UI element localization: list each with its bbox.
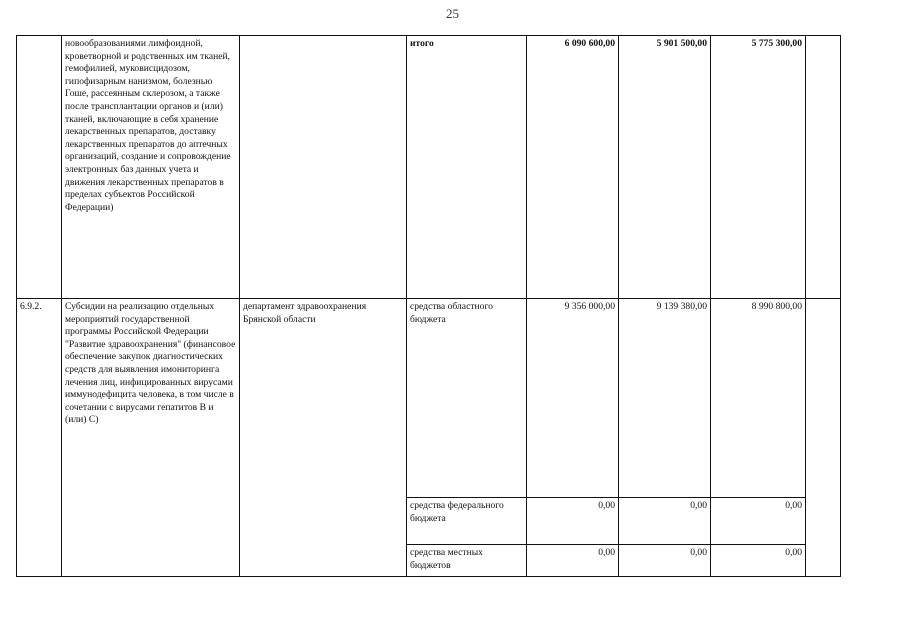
amount-year-2: 0,00 [619,545,711,577]
table-row [17,299,841,498]
table-row [17,36,841,299]
amount-year-2: 5 901 500,00 [619,36,711,299]
amount-year-3: 8 990 800,00 [711,299,806,498]
amount-year-3: 0,00 [711,498,806,545]
measure-name: Субсидии на реализацию отдельных мероприятий государственной программы Российской Федерации "Развитие здравоохранения" (финансовое обеспечение закупок диагностических средств для выявления имониторинга лечения лиц, инфицированных вирусами иммунодефицита человека, в том числе в сочетании с вирусами гепатитов В и (или) С) [62,299,240,577]
page-number: 25 [446,6,459,21]
funding-source: средства областного бюджета [407,299,527,498]
row-code [17,36,62,299]
amount-year-3: 5 775 300,00 [711,36,806,299]
amount-year-3: 0,00 [711,545,806,577]
funding-source: итого [407,36,527,299]
extra-cell [806,36,841,299]
funding-source: средства местных бюджетов [407,545,527,577]
amount-year-1: 0,00 [527,545,619,577]
amount-year-2: 9 139 380,00 [619,299,711,498]
executor [240,36,407,299]
funding-source: средства федерального бюджета [407,498,527,545]
extra-cell [806,299,841,577]
amount-year-1: 6 090 600,00 [527,36,619,299]
budget-table [16,35,841,577]
amount-year-1: 0,00 [527,498,619,545]
row-code: 6.9.2. [17,299,62,577]
measure-name: новообразованиями лимфоидной, кроветворной и родственных им тканей, гемофилией, муковисцидозом, гипофизарным нанизмом, болезнью Гоше, рассеянным склерозом, а также после трансплантации органов и (или) тканей, включающие в себя хранение лекарственных препаратов, доставку лекарственных препаратов до аптечных организаций, создание и сопровождение электронных баз данных учета и движения лекарственных препаратов в пределах субъектов Российской Федерации) [62,36,240,299]
amount-year-1: 9 356 000,00 [527,299,619,498]
executor: департамент здравоохранения Брянской области [240,299,407,577]
amount-year-2: 0,00 [619,498,711,545]
